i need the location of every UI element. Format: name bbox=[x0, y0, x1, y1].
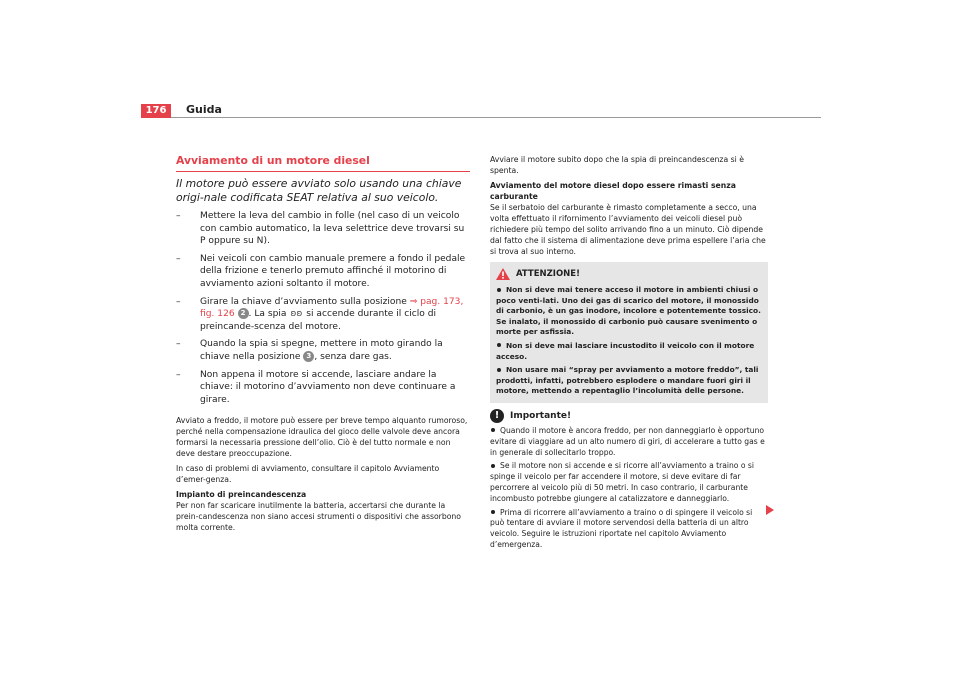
body-paragraph: Avviato a freddo, il motore può essere per breve tempo alquanto rumoroso, perché nella compensazione idraulica del gioco delle valvole deve ancora formarsi la necessaria pressione dell’olio. Ciò è del tutto normale e non deve destare preoccupazione. bbox=[176, 416, 468, 459]
exclamation-icon: ! bbox=[490, 409, 504, 423]
important-item bbox=[490, 508, 768, 551]
warning-item bbox=[496, 365, 762, 397]
important-item bbox=[490, 426, 768, 458]
glow-plug-icon: ʚʚ bbox=[290, 309, 303, 320]
step-item bbox=[176, 296, 470, 334]
warning-item bbox=[496, 285, 762, 338]
important-item bbox=[490, 461, 768, 504]
section-intro: Il motore può essere avviato solo usando una chiave origi-nale codificata SEAT relativa al suo veicolo. bbox=[176, 177, 462, 204]
warning-text: Non si deve mai tenere acceso il motore in ambienti chiusi o poco venti-lati. Uno dei gas di scarico del motore, il monossido di carbonio, è un gas inodore, incolore e potentemente tossico. Se inalato, il monossido di carbonio può causare svenimento o morte per asfissia. bbox=[496, 285, 761, 337]
important-header bbox=[490, 409, 768, 423]
page-reference-link[interactable]: ⇒ pag. 173, fig. 126 bbox=[200, 296, 464, 320]
important-text: Prima di ricorrere all’avviamento a traino o di spingere il veicolo si può tentare di avviare il motore servendosi della batteria di un altro veicolo. Seguire le istruzioni riportate nel capitolo Avviamento d’emergenza. bbox=[490, 507, 753, 549]
step-item bbox=[176, 253, 470, 291]
subheading: Avviamento del motore diesel dopo essere rimasti senza carburante bbox=[490, 181, 736, 201]
warning-triangle-icon bbox=[496, 268, 510, 280]
next-page-arrow-icon[interactable] bbox=[766, 505, 774, 515]
step-text: , senza dare gas. bbox=[314, 351, 392, 362]
left-column bbox=[176, 154, 470, 537]
important-text: Quando il motore è ancora freddo, per non danneggiarlo è opportuno evitare di viaggiare ad un alto numero di giri, di accelerare a tutto gas e in generale di sollecitarlo troppo. bbox=[490, 425, 765, 457]
warning-title: ATTENZIONE! bbox=[516, 269, 580, 279]
subheading: Impianto di preincandescenza bbox=[176, 490, 307, 500]
page-number: 176 bbox=[141, 104, 171, 118]
header-title: Guida bbox=[186, 103, 222, 116]
header-divider bbox=[171, 117, 821, 118]
step-dash: – bbox=[176, 211, 181, 221]
step-text: . La spia bbox=[248, 309, 290, 320]
section-title: Avviamento di un motore diesel bbox=[176, 154, 470, 172]
step-text: si accende durante il ciclo di preincande-scenza del motore. bbox=[200, 309, 437, 332]
body-paragraph: Per non far scaricare inutilmente la batteria, accertarsi che durante la prein-candescenza non siano accesi strumenti o dispositivi che assorbono molta corrente. bbox=[176, 501, 461, 533]
position-badge: 3 bbox=[303, 351, 314, 362]
step-item bbox=[176, 210, 470, 248]
step-item bbox=[176, 338, 470, 363]
warning-box bbox=[490, 262, 768, 403]
bullet-icon bbox=[491, 510, 495, 514]
bullet-icon bbox=[491, 428, 495, 432]
step-text: Mettere la leva del cambio in folle (nel caso di un veicolo con cambio automatico, la leva selettrice deve trovarsi su P oppure su N). bbox=[200, 211, 465, 247]
step-dash: – bbox=[176, 253, 181, 264]
body-paragraph: In caso di problemi di avviamento, consultare il capitolo Avviamento d’emer-genza. bbox=[176, 464, 440, 485]
step-dash: – bbox=[176, 369, 181, 380]
bullet-icon bbox=[497, 343, 501, 347]
important-text: Se il motore non si accende e si ricorre all’avviamento a traino o si spinge il veicolo per far accendere il motore, si deve evitare di far percorrere al veicolo più di 50 metri. In caso contrario, il carburante incombusto potrebbe giungere al catalizzatore e danneggiarlo. bbox=[490, 461, 754, 503]
step-dash: – bbox=[176, 339, 181, 350]
step-text: Quando la spia si spegne, mettere in moto girando la chiave nella posizione bbox=[200, 339, 443, 362]
important-title: Importante! bbox=[510, 410, 572, 421]
step-dash: – bbox=[176, 296, 181, 307]
warning-text: Non si deve mai lasciare incustodito il veicolo con il motore acceso. bbox=[496, 340, 755, 361]
right-column bbox=[490, 154, 768, 554]
bullet-icon bbox=[491, 464, 495, 468]
bullet-icon bbox=[497, 368, 501, 372]
warning-item bbox=[496, 341, 762, 362]
step-text: Girare la chiave d’avviamento sulla posizione bbox=[200, 296, 410, 307]
body-paragraph: Se il serbatoio del carburante è rimasto completamente a secco, una volta effettuato il rifornimento l’avviamento dei veicoli diesel può richiedere più tempo del solito arrivando fino a un minuto. Ciò dipende dal fatto che il sistema di alimentazione deve prima espellere l’aria che si trova al suo interno. bbox=[490, 203, 766, 256]
step-text: Nei veicoli con cambio manuale premere a fondo il pedale della frizione e tenerlo premuto affinché il motorino di avviamento azioni soltanto il motore. bbox=[200, 253, 466, 289]
warning-header bbox=[496, 268, 762, 280]
warning-text: Non usare mai “spray per avviamento a motore freddo”, tali prodotti, infatti, potrebbero esplodere o mandare fuori giri il motore, mettendo a repentaglio l’incolumità delle persone. bbox=[496, 365, 759, 396]
position-badge: 2 bbox=[238, 308, 249, 319]
step-text: Non appena il motore si accende, lasciare andare la chiave: il motorino d’avviamento non deve continuare a girare. bbox=[200, 369, 456, 405]
body-paragraph: Avviare il motore subito dopo che la spia di preincandescenza si è spenta. bbox=[490, 155, 744, 175]
step-item bbox=[176, 369, 470, 407]
bullet-icon bbox=[497, 288, 501, 292]
